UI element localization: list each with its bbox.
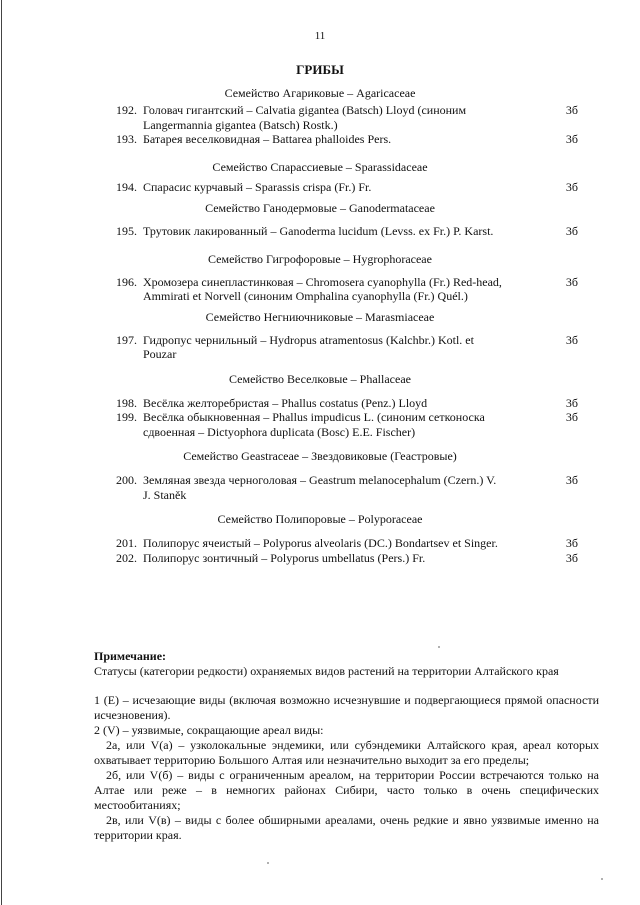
entry-number: 196. [116, 274, 137, 289]
species-entry [0, 536, 640, 551]
species-entry [0, 551, 640, 566]
notes-section [94, 649, 599, 843]
entry-status: 3б [565, 179, 578, 194]
notes-paragraph: 1 (Е) – исчезающие виды (включая возможно исчезнувшие и подвергающиеся прямой опасности исчезновения). [94, 693, 599, 722]
notes-subtitle: Статусы (категории редкости) охраняемых видов растений на территории Алтайского края [94, 664, 559, 678]
entry-text: Полипорус зонтичный – Polyporus umbellatus (Pers.) Fr. [143, 550, 426, 565]
entry-text: Весёлка обыкновенная – Phallus impudicus L. (синоним сетконоска сдвоенная – Dictyophora duplicata (Bosc) E.E. Fischer) [143, 410, 485, 439]
entry-number: 198. [116, 395, 137, 410]
entry-number: 197. [116, 332, 137, 347]
entry-status: 3б [565, 224, 578, 238]
notes-paragraph: 2 (V) – уязвимые, сокращающие ареал виды: [94, 723, 324, 737]
entry-text: Трутовик лакированный – Ganoderma lucidum (Levss. ex Fr.) P. Karst. [143, 224, 494, 238]
species-entry [0, 396, 640, 411]
entry-number: 199. [116, 410, 137, 424]
entry-number: 200. [116, 473, 137, 487]
section-title: ГРИБЫ [296, 62, 344, 77]
family-heading: Семейство Ганодермовые – Ganodermataceae [205, 201, 435, 215]
entry-text: Полипорус ячеистый – Polyporus alveolaris (DC.) Bondartsev et Singer. [143, 536, 498, 550]
family-heading: Семейство Негниючниковые – Marasmiaceae [205, 309, 435, 324]
entry-status: 3б [565, 132, 578, 146]
entry-status: 3б [565, 332, 578, 347]
entry-number: 193. [116, 132, 137, 146]
species-entry [0, 132, 640, 147]
entry-number: 194. [116, 179, 137, 194]
notes-paragraph: 2в, или V(в) – виды с более обширными ареалами, очень редкие и явно уязвимые именно на территории края. [94, 813, 599, 842]
entry-text: Спарасис курчавый – Sparassis crispa (Fr.) Fr. [143, 179, 372, 194]
entry-number: 201. [116, 536, 137, 550]
entry-status: 3б [565, 473, 578, 487]
entry-number: 195. [116, 224, 137, 238]
species-list [0, 86, 640, 565]
entry-text: Земляная звезда черноголовая – Geastrum melanocephalum (Czern.) V. J. Staněk [143, 473, 497, 502]
family-heading: Семейство Гигрофоровые – Hygrophoraceae [208, 251, 432, 266]
species-entry [0, 224, 640, 239]
entry-status: 3б [565, 410, 578, 424]
notes-heading: Примечание: [94, 649, 167, 663]
species-entry [0, 333, 640, 362]
species-entry [0, 473, 640, 502]
entry-status: 3б [565, 550, 578, 565]
species-entry [0, 410, 640, 439]
entry-text: Хромозера синепластинковая – Chromosera cyanophylla (Fr.) Red-head, Ammirati et Norvell (синоним Omphalina cyanophylla (Fr.) Quél.) [143, 274, 502, 303]
family-heading: Семейство Geastraceae – Звездовиковые (Геастровые) [183, 449, 457, 463]
species-entry [0, 103, 640, 132]
scan-speck [267, 862, 269, 864]
entry-number: 202. [116, 550, 137, 565]
entry-text: Головач гигантский – Calvatia gigantea (Batsch) Lloyd (синоним Langermannia gigantea (Batsch) Rostk.) [143, 103, 467, 132]
entry-status: 3б [565, 395, 578, 410]
entry-status: 3б [565, 536, 578, 550]
page-number: 11 [314, 30, 326, 42]
scan-speck [601, 878, 603, 880]
notes-paragraph: 2б, или V(б) – виды с ограниченным ареалом, на территории России встречаются только на Алтае или реже – в немногих районах Сибири, часто только в очень специфических местообитаниях; [94, 768, 599, 812]
family-heading: Семейство Полипоровые – Polyporaceae [217, 512, 423, 526]
species-entry [0, 180, 640, 195]
notes-paragraph: 2а, или V(а) – узколокальные эндемики, или субэндемики Алтайского края, ареал которых охватывает территорию Большого Алтая или незначительно выходит за его пределы; [94, 738, 599, 767]
entry-text: Гидропус чернильный – Hydropus atramentosus (Kalchbr.) Kotl. et Pouzar [143, 332, 474, 361]
scan-speck [438, 646, 440, 648]
species-entry [0, 275, 640, 304]
entry-number: 192. [116, 103, 137, 117]
entry-status: 3б [565, 274, 578, 289]
family-heading: Семейство Веселковые – Phallaceae [229, 371, 411, 386]
family-heading: Семейство Спарассиевые – Sparassidaceae [212, 159, 428, 174]
entry-status: 3б [565, 103, 578, 117]
family-heading: Семейство Агариковые – Agaricaceae [224, 86, 416, 100]
entry-text: Весёлка желторебристая – Phallus costatus (Penz.) Lloyd [143, 395, 428, 410]
entry-text: Батарея веселковидная – Battarea phalloides Pers. [143, 132, 392, 146]
